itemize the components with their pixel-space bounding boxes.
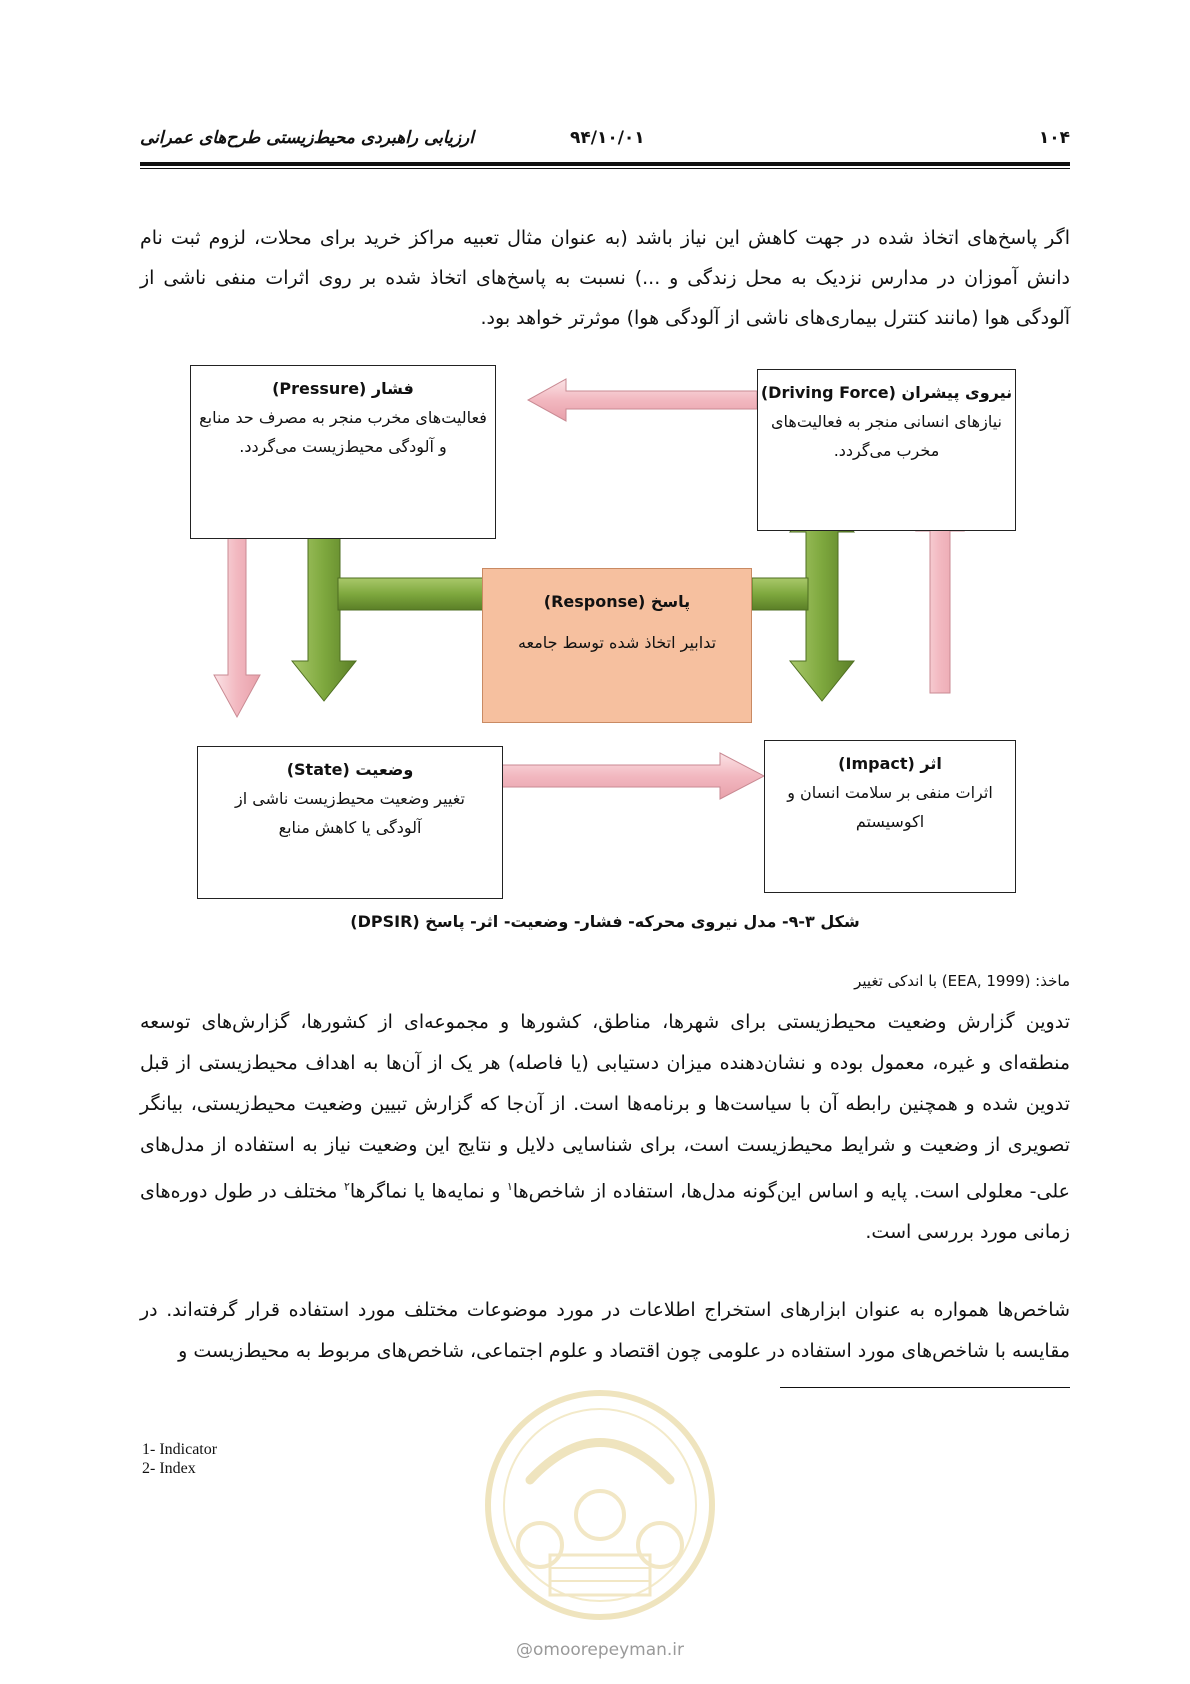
dpsir-diagram [180,365,1020,905]
page-header [140,128,1070,154]
connector-response-right [752,578,808,610]
state-title: وضعیت (State) [286,760,414,779]
header-date: ۹۴/۱۰/۰۱ [570,128,645,148]
pressure-title: فشار (Pressure) [272,379,414,398]
figure-source: ماخذ: (EEA, 1999) با اندکی تغییر [854,972,1070,990]
footnote-1: 1- Indicator [142,1441,218,1458]
driving-title: نیروی پیشران (Driving Force) [760,383,1013,402]
driving-force-box [757,369,1016,531]
driving-line-1: نیازهای انسانی منجر به فعالیت‌های [771,412,1002,431]
paragraph-2 [140,1002,1070,1253]
footnotes [142,1440,217,1478]
state-line-2: آلودگی یا کاهش منابع [278,818,422,837]
watermark-seal-icon [480,1385,720,1625]
connector-response-left [338,578,484,610]
watermark-text: @omoorepeyman.ir [515,1640,685,1660]
paragraph-3: شاخص‌ها همواره به عنوان ابزارهای استخراج اطلاعات در مورد موضوعات مختلف مورد استفاده قرار گرفته‌اند. در مقایسه با شاخص‌های مورد استفاده در علومی چون اقتصاد و علوم اجتماعی، شاخص‌های مربوط به محیط‌زیست و [140,1299,1070,1362]
footnote-2: 2- Index [142,1460,196,1477]
header-rule-thin [140,168,1070,169]
driving-line-2: مخرب می‌گردد. [833,441,940,460]
page-number: ۱۰۴ [1038,128,1070,148]
state-line-1: تغییر وضعیت محیط‌زیست ناشی از [235,789,465,808]
arrow-state-to-impact [463,753,764,799]
response-box [482,568,752,723]
pressure-box [190,365,496,539]
paragraph-2-mid: و نمایه‌ها یا نماگرها [349,1180,507,1203]
pressure-line-2: و آلودگی محیط‌زیست می‌گردد. [239,437,447,456]
paragraph-2-text: تدوین گزارش وضعیت محیط‌زیستی برای شهرها، مناطق، کشورها و مجموعه‌ای از کشورها، گزارش‌های توسعه منطقه‌ای و غیره، معمول بوده و نشان‌دهنده میزان دستیابی (یا فاصله) هر یک از آن‌ها به اهداف محیط‌زیستی از قبل تدوین شده و همچنین رابطه آن با سیاست‌ها و برنامه‌ها است. از آن‌جا که گزارش تبیین وضعیت محیط‌زیستی، بیانگر تصویری از وضعیت و شرایط محیط‌زیست است، برای شناسایی دلایل و نتایج این وضعیت نیاز به استفاده از مدل‌های علی- معلولی است. پایه و اساس این‌گونه مدل‌ها، استفاده از شاخص‌ها [140,1011,1070,1203]
response-line-1: تدابیر اتخاذ شده توسط جامعه [517,633,717,652]
paragraph-2-end: مختلف در طول دوره‌های زمانی مورد بررسی است. [140,1180,1070,1244]
running-title: ارزیابی راهبردی محیط‌زیستی طرح‌های عمرانی [140,128,474,148]
figure-caption: شکل ۳-۹- مدل نیروی محرکه- فشار- وضعیت- اثر- پاسخ (DPSIR) [350,912,860,931]
footnote-ref-1: ۱ [506,1180,513,1193]
arrow-driving-to-pressure [528,379,757,421]
impact-title: اثر (Impact) [838,754,942,773]
footnote-rule [780,1387,1070,1388]
state-box [197,746,503,899]
footnote-ref-2: ۲ [343,1180,350,1193]
impact-box [764,740,1016,893]
impact-line-1: اثرات منفی بر سلامت انسان و [787,783,993,802]
paragraph-1: اگر پاسخ‌های اتخاذ شده در جهت کاهش این نیاز باشد (به عنوان مثال تعبیه مراکز خرید برای محلات، لزوم ثبت نام دانش آموزان در مدارس نزدیک به محل زندگی و ...) نسبت به پاسخ‌های اتخاذ شده بر روی اثرات منفی ناشی از آلودگی هوا (مانند کنترل بیماری‌های ناشی از آلودگی هوا) موثرتر خواهد بود. [140,227,1070,329]
pressure-line-1: فعالیت‌های مخرب منجر به مصرف حد منابع [199,408,487,427]
header-rule-thick [140,162,1070,166]
impact-line-2: اکوسیستم [855,812,925,831]
response-title: پاسخ (Response) [543,592,691,611]
